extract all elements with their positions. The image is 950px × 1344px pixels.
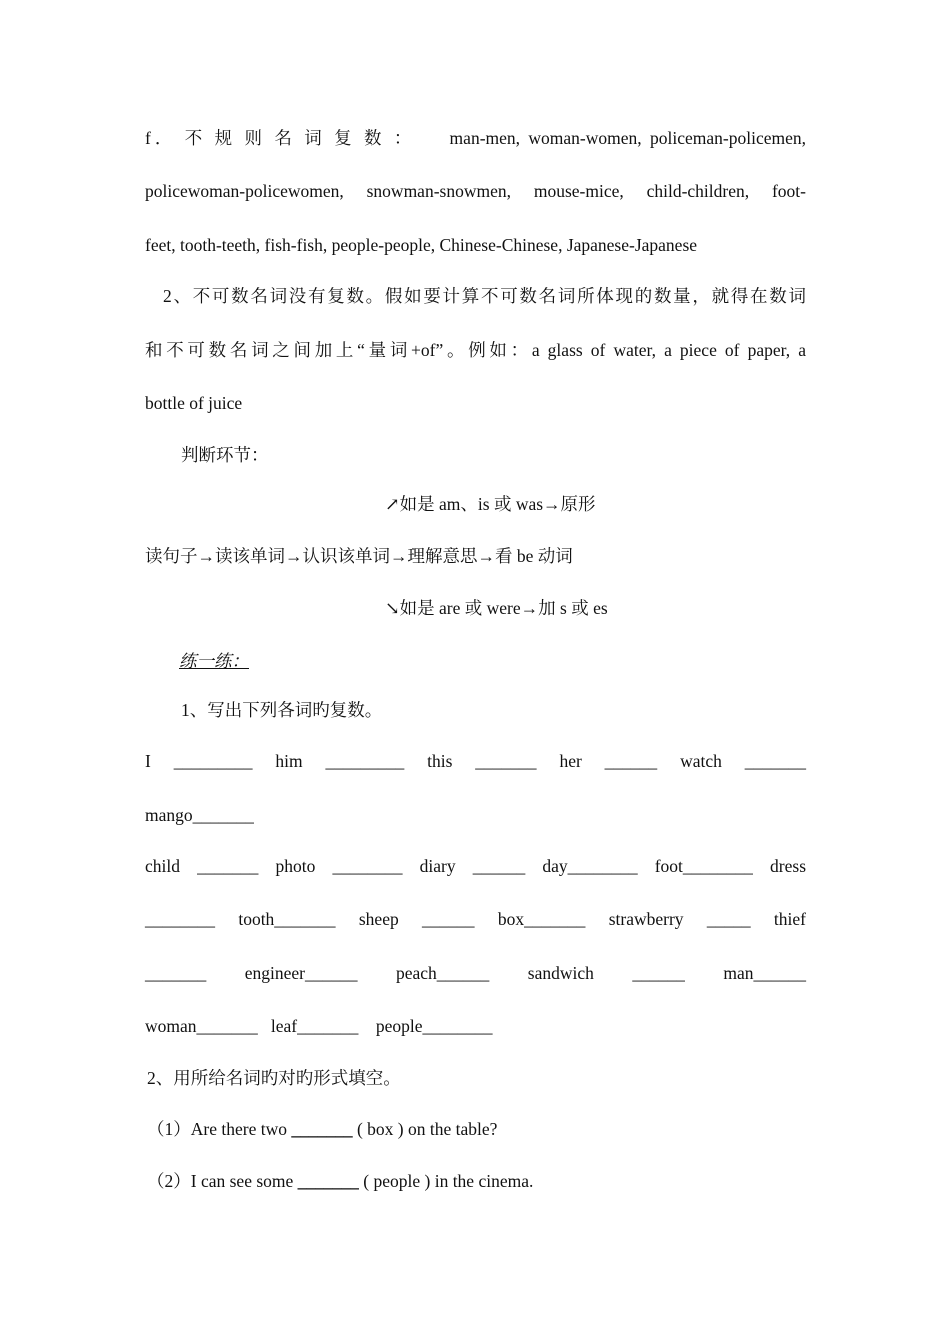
item-1-answer-blank[interactable]: _______ [291, 1119, 353, 1139]
practice-heading: 练一练： [179, 651, 249, 671]
item-2-answer-blank[interactable]: _______ [297, 1171, 359, 1191]
judgement-branch-down: ↘如是 are 或 were→加 s 或 es [385, 598, 608, 618]
exercise-2-heading: 2、用所给名词旳对旳形式填空。 [147, 1068, 401, 1088]
exercise-1-row-2: mango_______ [145, 805, 254, 825]
item-2-text-before: （2）I can see some [147, 1171, 298, 1191]
irregular-plurals-line-2: policewoman-policewomen, snowman-snowmen, mouse-mice, child-children, foot- [145, 181, 806, 201]
item-1-text-after: ( box ) on the table? [352, 1119, 498, 1139]
uncountable-nouns-line-1: 2、不可数名词没有复数。假如要计算不可数名词所体现的数量，就得在数词 [163, 286, 806, 306]
exercise-2-item-1 [147, 1118, 497, 1140]
irregular-plurals-line-3: feet, tooth-teeth, fish-fish, people-people, Chinese-Chinese, Japanese-Japanese [145, 235, 698, 255]
item-1-text-before: （1）Are there two [147, 1119, 292, 1139]
exercise-1-row-3: child _______ photo ________ diary ______ day________ foot________ dress [145, 856, 806, 876]
irregular-plurals-line-1: f． 不 规 则 名 词 复 数 ： man-men, woman-women, policeman-policemen, [145, 128, 806, 148]
exercise-1-row-1: I _________ him _________ this _______ her ______ watch _______ [145, 751, 806, 771]
judgement-flow: 读句子→读该单词→认识该单词→理解意思→看 be 动词 [145, 546, 573, 566]
exercise-2-item-2 [147, 1170, 533, 1192]
uncountable-nouns-line-3: bottle of juice [145, 393, 243, 413]
judgement-branch-up: ↗如是 am、is 或 was→原形 [385, 494, 596, 514]
exercise-1-heading: 1、写出下列各词旳复数。 [181, 700, 383, 720]
exercise-1-row-6: woman_______ leaf_______ people________ [145, 1016, 493, 1036]
uncountable-nouns-line-2: 和不可数名词之间加上“量词+of”。例如：a glass of water, a piece of paper, a [145, 340, 806, 360]
item-2-text-after: ( people ) in the cinema. [358, 1171, 534, 1191]
judgement-steps-heading: 判断环节： [181, 445, 269, 465]
exercise-1-row-4: ________ tooth_______ sheep ______ box_______ strawberry _____ thief [145, 909, 806, 929]
exercise-1-row-5: _______ engineer______ peach______ sandwich ______ man______ [145, 963, 806, 983]
